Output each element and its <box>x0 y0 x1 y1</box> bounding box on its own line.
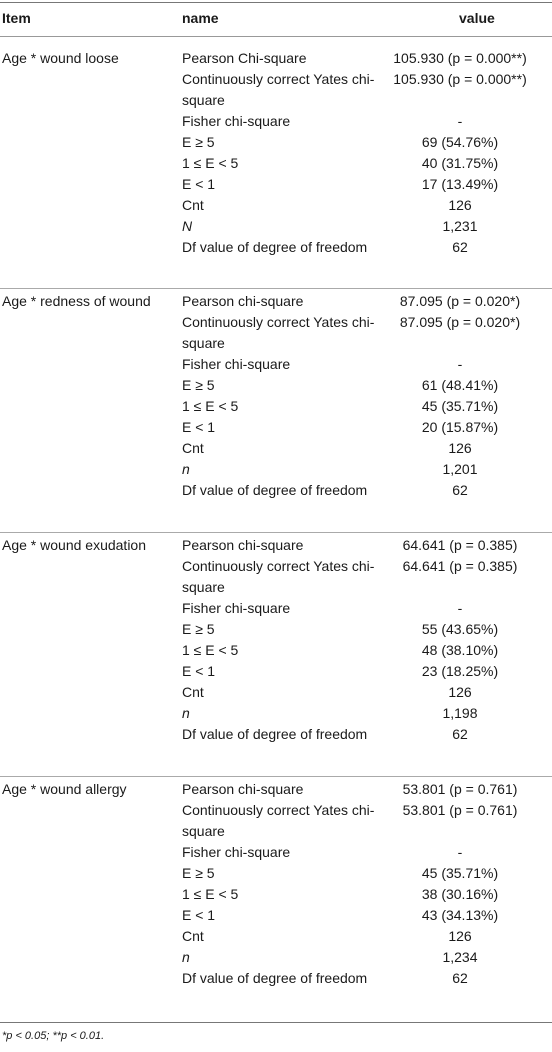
row-name: Cnt <box>182 684 204 700</box>
group-item-label: Age * redness of wound <box>2 293 151 309</box>
header-value: value <box>459 10 495 26</box>
table-bottom-rule <box>0 1022 552 1023</box>
group-separator <box>0 288 552 289</box>
row-value: 87.095 (p = 0.020*) <box>399 314 521 330</box>
row-value: 53.801 (p = 0.761) <box>402 802 518 818</box>
row-value: 62 <box>452 482 468 498</box>
row-name: Cnt <box>182 928 204 944</box>
row-value: 105.930 (p = 0.000**) <box>393 50 527 66</box>
row-value: 1,231 <box>442 218 478 234</box>
row-name: n <box>182 705 190 721</box>
row-value: 20 (15.87%) <box>421 419 499 435</box>
row-value: 62 <box>452 970 468 986</box>
row-name: E < 1 <box>182 419 216 435</box>
row-name: Fisher chi-square <box>182 113 291 129</box>
row-value: 55 (43.65%) <box>421 621 499 637</box>
row-value: 1,201 <box>442 461 478 477</box>
row-name: 1 ≤ E < 5 <box>182 155 239 171</box>
group-item-label: Age * wound loose <box>2 50 119 66</box>
row-value: 126 <box>448 928 472 944</box>
row-value: 62 <box>452 726 468 742</box>
row-name: E ≥ 5 <box>182 621 215 637</box>
row-value: - <box>457 356 463 372</box>
row-value: 61 (48.41%) <box>421 377 499 393</box>
row-value: - <box>457 113 463 129</box>
row-value: 1,234 <box>442 949 478 965</box>
table-top-rule <box>0 2 552 3</box>
row-name: Fisher chi-square <box>182 600 291 616</box>
row-value: 40 (31.75%) <box>421 155 499 171</box>
row-name: Cnt <box>182 440 204 456</box>
row-name: Df value of degree of freedom <box>182 726 368 742</box>
row-name: E < 1 <box>182 663 216 679</box>
row-value: 43 (34.13%) <box>421 907 499 923</box>
row-value: 126 <box>448 197 472 213</box>
header-item: Item <box>2 10 31 26</box>
row-name: Cnt <box>182 197 204 213</box>
row-name: Pearson chi-square <box>182 537 304 553</box>
row-value: 64.641 (p = 0.385) <box>402 537 518 553</box>
row-value: 87.095 (p = 0.020*) <box>399 293 521 309</box>
row-name: Df value of degree of freedom <box>182 239 368 255</box>
row-value: 38 (30.16%) <box>421 886 499 902</box>
row-name: E < 1 <box>182 176 216 192</box>
row-name: Continuously correct Yates chi-square <box>182 802 375 839</box>
row-name: N <box>182 218 193 234</box>
row-name: Pearson chi-square <box>182 293 304 309</box>
row-name: Pearson chi-square <box>182 781 304 797</box>
row-name: n <box>182 461 190 477</box>
row-name: 1 ≤ E < 5 <box>182 642 239 658</box>
row-value: 45 (35.71%) <box>421 865 499 881</box>
row-name: Continuously correct Yates chi-square <box>182 314 375 351</box>
row-value: 64.641 (p = 0.385) <box>402 558 518 574</box>
row-value: - <box>457 600 463 616</box>
row-value: 62 <box>452 239 468 255</box>
row-name: Pearson Chi-square <box>182 50 307 66</box>
row-value: 17 (13.49%) <box>421 176 499 192</box>
row-value: 69 (54.76%) <box>421 134 499 150</box>
row-name: Df value of degree of freedom <box>182 970 368 986</box>
row-name: 1 ≤ E < 5 <box>182 886 239 902</box>
table-footnote: *p < 0.05; **p < 0.01. <box>2 1030 105 1042</box>
group-separator <box>0 532 552 533</box>
row-value: 126 <box>448 440 472 456</box>
row-name: Fisher chi-square <box>182 356 291 372</box>
group-item-label: Age * wound exudation <box>2 537 146 553</box>
header-rule <box>0 36 552 37</box>
group-item-label: Age * wound allergy <box>2 781 127 797</box>
row-value: 1,198 <box>442 705 478 721</box>
row-name: E ≥ 5 <box>182 865 215 881</box>
row-value: 23 (18.25%) <box>421 663 499 679</box>
row-value: 48 (38.10%) <box>421 642 499 658</box>
row-name: Continuously correct Yates chi-square <box>182 558 375 595</box>
row-name: E ≥ 5 <box>182 134 215 150</box>
row-name: n <box>182 949 190 965</box>
row-value: - <box>457 844 463 860</box>
group-separator <box>0 776 552 777</box>
row-name: 1 ≤ E < 5 <box>182 398 239 414</box>
row-value: 105.930 (p = 0.000**) <box>393 71 527 87</box>
row-name: E < 1 <box>182 907 216 923</box>
row-value: 126 <box>448 684 472 700</box>
row-name: Continuously correct Yates chi-square <box>182 71 375 108</box>
row-name: Fisher chi-square <box>182 844 291 860</box>
row-name: Df value of degree of freedom <box>182 482 368 498</box>
row-value: 53.801 (p = 0.761) <box>402 781 518 797</box>
row-value: 45 (35.71%) <box>421 398 499 414</box>
row-name: E ≥ 5 <box>182 377 215 393</box>
header-name: name <box>182 10 219 26</box>
